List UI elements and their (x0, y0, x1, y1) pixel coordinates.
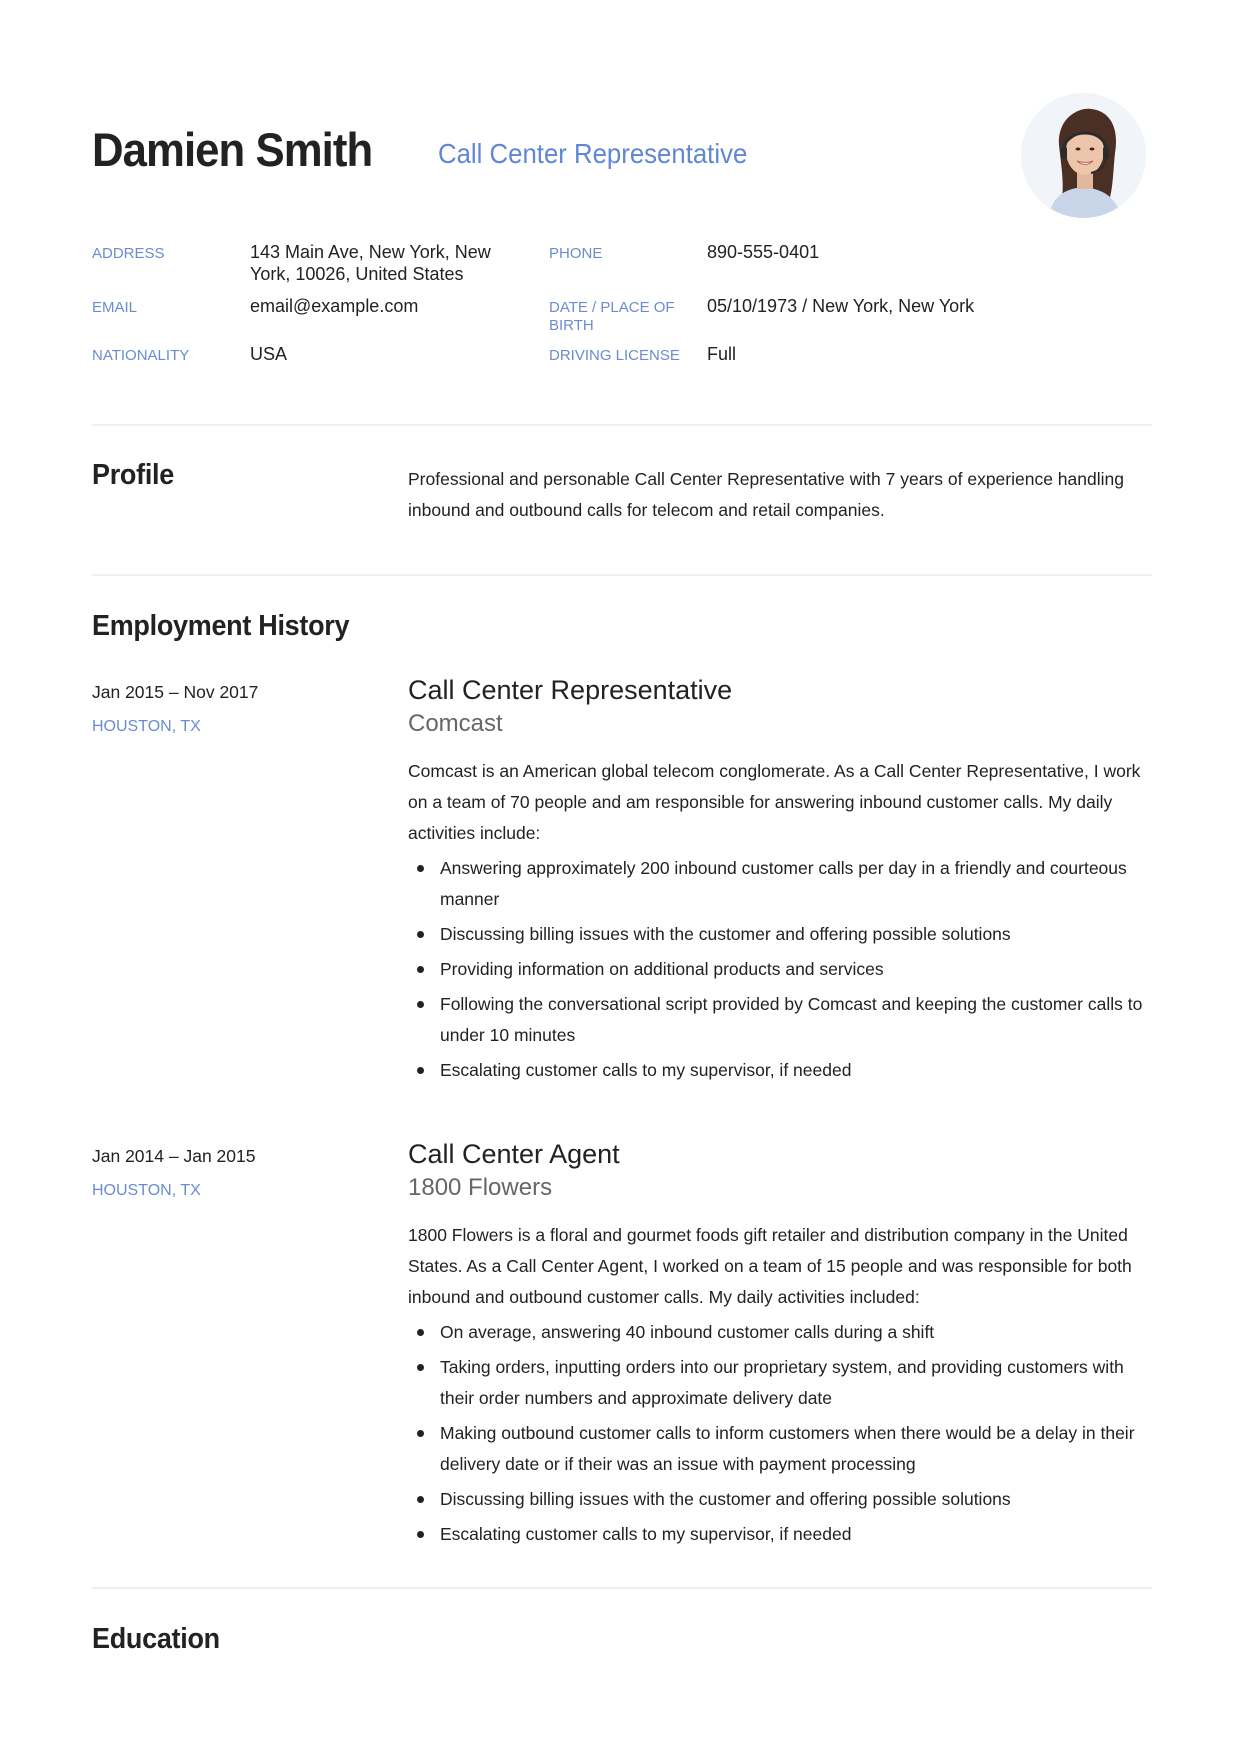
duty-text: Discussing billing issues with the customer and offering possible solutions (440, 924, 1011, 944)
email-label: EMAIL (92, 299, 138, 316)
list-item (408, 1519, 1158, 1550)
bullet-icon (417, 1329, 424, 1336)
bullet-icon (417, 1496, 424, 1503)
phone-value: 890-555-0401 (707, 242, 820, 262)
profile-summary (408, 464, 1168, 526)
employment-heading: Employment History (92, 610, 350, 642)
person-photo-icon (1021, 93, 1146, 218)
job-duties-list (408, 1317, 1158, 1550)
list-item (408, 919, 1158, 950)
duty-text: Providing information on additional products and services (440, 959, 884, 979)
bullet-icon (417, 1364, 424, 1371)
bullet-icon (417, 1531, 424, 1538)
bullet-icon (417, 1001, 424, 1008)
profile-heading: Profile (92, 459, 174, 491)
list-item (408, 1317, 1158, 1348)
job-dates: Jan 2015 – Nov 2017 (92, 682, 259, 702)
duty-text: Discussing billing issues with the customer and offering possible solutions (440, 1489, 1011, 1509)
dob-label-line1: DATE / PLACE OF (549, 299, 675, 316)
bullet-icon (417, 966, 424, 973)
education-heading: Education (92, 1623, 220, 1655)
duty-text: Following the conversational script provided by Comcast and keeping the customer calls to under 10 minutes (440, 994, 1143, 1045)
bullet-icon (417, 1430, 424, 1437)
job-description: Comcast is an American global telecom conglomerate. As a Call Center Representative, I work on a team of 70 people and am responsible for answering inbound customer calls. My daily activities include: (408, 761, 1141, 843)
dob-value: 05/10/1973 / New York, New York (707, 296, 975, 316)
duty-text: Taking orders, inputting orders into our proprietary system, and providing customers with their order numbers and approximate delivery date (440, 1357, 1124, 1408)
job-dates: Jan 2014 – Jan 2015 (92, 1146, 256, 1166)
duty-text: Answering approximately 200 inbound customer calls per day in a friendly and courteous manner (440, 858, 1127, 909)
bullet-icon (417, 931, 424, 938)
list-item (408, 1484, 1158, 1515)
duty-text: On average, answering 40 inbound customer calls during a shift (440, 1322, 935, 1342)
job-role: Call Center Representative (408, 675, 733, 705)
job-company: 1800 Flowers (408, 1174, 553, 1201)
section-divider (92, 1587, 1152, 1589)
duty-text: Making outbound customer calls to inform customers when there would be a delay in their delivery date or if their was an issue with payment processing (440, 1423, 1135, 1474)
license-value: Full (707, 344, 737, 364)
profile-line-2: inbound and outbound calls for telecom and retail companies. (408, 500, 885, 520)
license-label: DRIVING LICENSE (549, 347, 680, 364)
duty-text: Escalating customer calls to my supervisor, if needed (440, 1524, 852, 1544)
list-item (408, 1055, 1158, 1086)
job-duties-list (408, 853, 1158, 1086)
section-divider (92, 424, 1152, 426)
section-divider (92, 574, 1152, 576)
dob-label-line2: BIRTH (549, 317, 594, 334)
bullet-icon (417, 865, 424, 872)
address-line2: York, 10026, United States (250, 264, 464, 284)
phone-label: PHONE (549, 245, 603, 262)
job-description-block (408, 1220, 1158, 1554)
job-description: 1800 Flowers is a floral and gourmet foods gift retailer and distribution company in the United States. As a Call Center Agent, I worked on a team of 15 people and was responsible for both inbound and outbound customer calls. My daily activities included: (408, 1225, 1132, 1307)
bullet-icon (417, 1067, 424, 1074)
job-description-block (408, 756, 1158, 1090)
list-item (408, 1418, 1158, 1480)
list-item (408, 989, 1158, 1051)
email-value: email@example.com (250, 296, 419, 316)
job-company: Comcast (408, 710, 503, 737)
candidate-title: Call Center Representative (438, 138, 748, 169)
address-line1: 143 Main Ave, New York, New (250, 242, 491, 262)
job-location: HOUSTON, TX (92, 718, 201, 735)
duty-text: Escalating customer calls to my supervisor, if needed (440, 1060, 852, 1080)
list-item (408, 954, 1158, 985)
address-label: ADDRESS (92, 245, 165, 262)
list-item (408, 853, 1158, 915)
profile-photo (1021, 93, 1146, 218)
nationality-value: USA (250, 344, 288, 364)
nationality-label: NATIONALITY (92, 347, 190, 364)
profile-line-1: Professional and personable Call Center Representative with 7 years of experience handling (408, 469, 1124, 489)
list-item (408, 1352, 1158, 1414)
job-location: HOUSTON, TX (92, 1182, 201, 1199)
job-role: Call Center Agent (408, 1139, 620, 1169)
candidate-name: Damien Smith (92, 123, 373, 176)
